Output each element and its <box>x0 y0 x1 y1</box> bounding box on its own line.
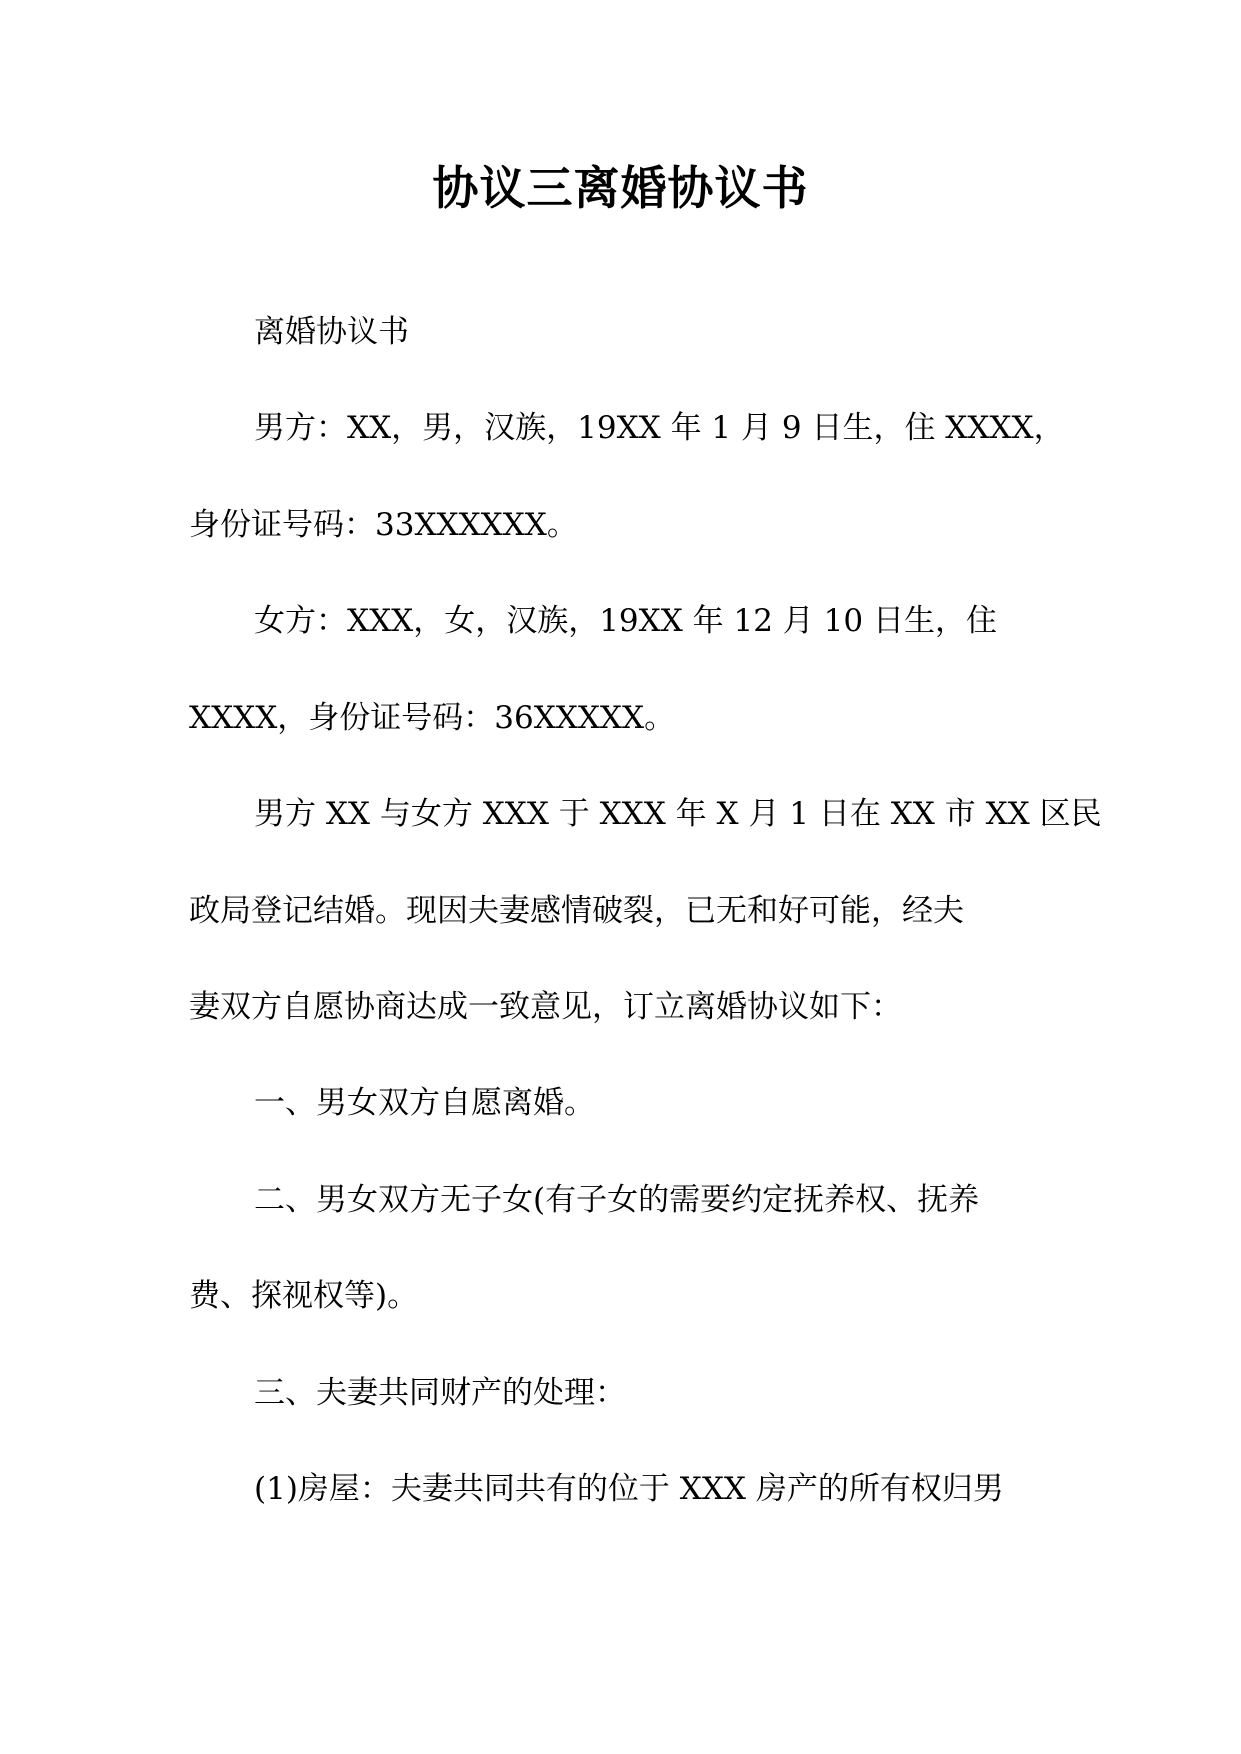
subtitle-line: 离婚协议书 <box>254 314 409 350</box>
paragraph-line: 男方 XX 与女方 XXX 于 XXX 年 X 月 1 日在 XX 市 XX 区民 <box>254 796 1102 832</box>
clause-line: 一、男女双方自愿离婚。 <box>254 1085 595 1121</box>
clause-line: (1)房屋：夫妻共同共有的位于 XXX 房产的所有权归男 <box>254 1471 1004 1507</box>
paragraph-line: 身份证号码：33XXXXXX。 <box>189 507 578 543</box>
page-title: 协议三离婚协议书 <box>432 161 809 215</box>
paragraph-line: XXXX，身份证号码：36XXXXX。 <box>189 700 676 736</box>
paragraph-line: 妻双方自愿协商达成一致意见，订立离婚协议如下： <box>189 989 902 1025</box>
paragraph-line: 男方：XX，男，汉族，19XX 年 1 月 9 日生，住 XXXX， <box>254 410 1065 446</box>
clause-line: 费、探视权等)。 <box>189 1278 419 1314</box>
paragraph-line: 政局登记结婚。现因夫妻感情破裂，已无和好可能，经夫 <box>189 893 964 929</box>
clause-line: 三、夫妻共同财产的处理： <box>254 1375 626 1411</box>
paragraph-line: 女方：XXX，女，汉族，19XX 年 12 月 10 日生，住 <box>254 603 997 639</box>
clause-line: 二、男女双方无子女(有子女的需要约定抚养权、抚养 <box>254 1182 980 1218</box>
